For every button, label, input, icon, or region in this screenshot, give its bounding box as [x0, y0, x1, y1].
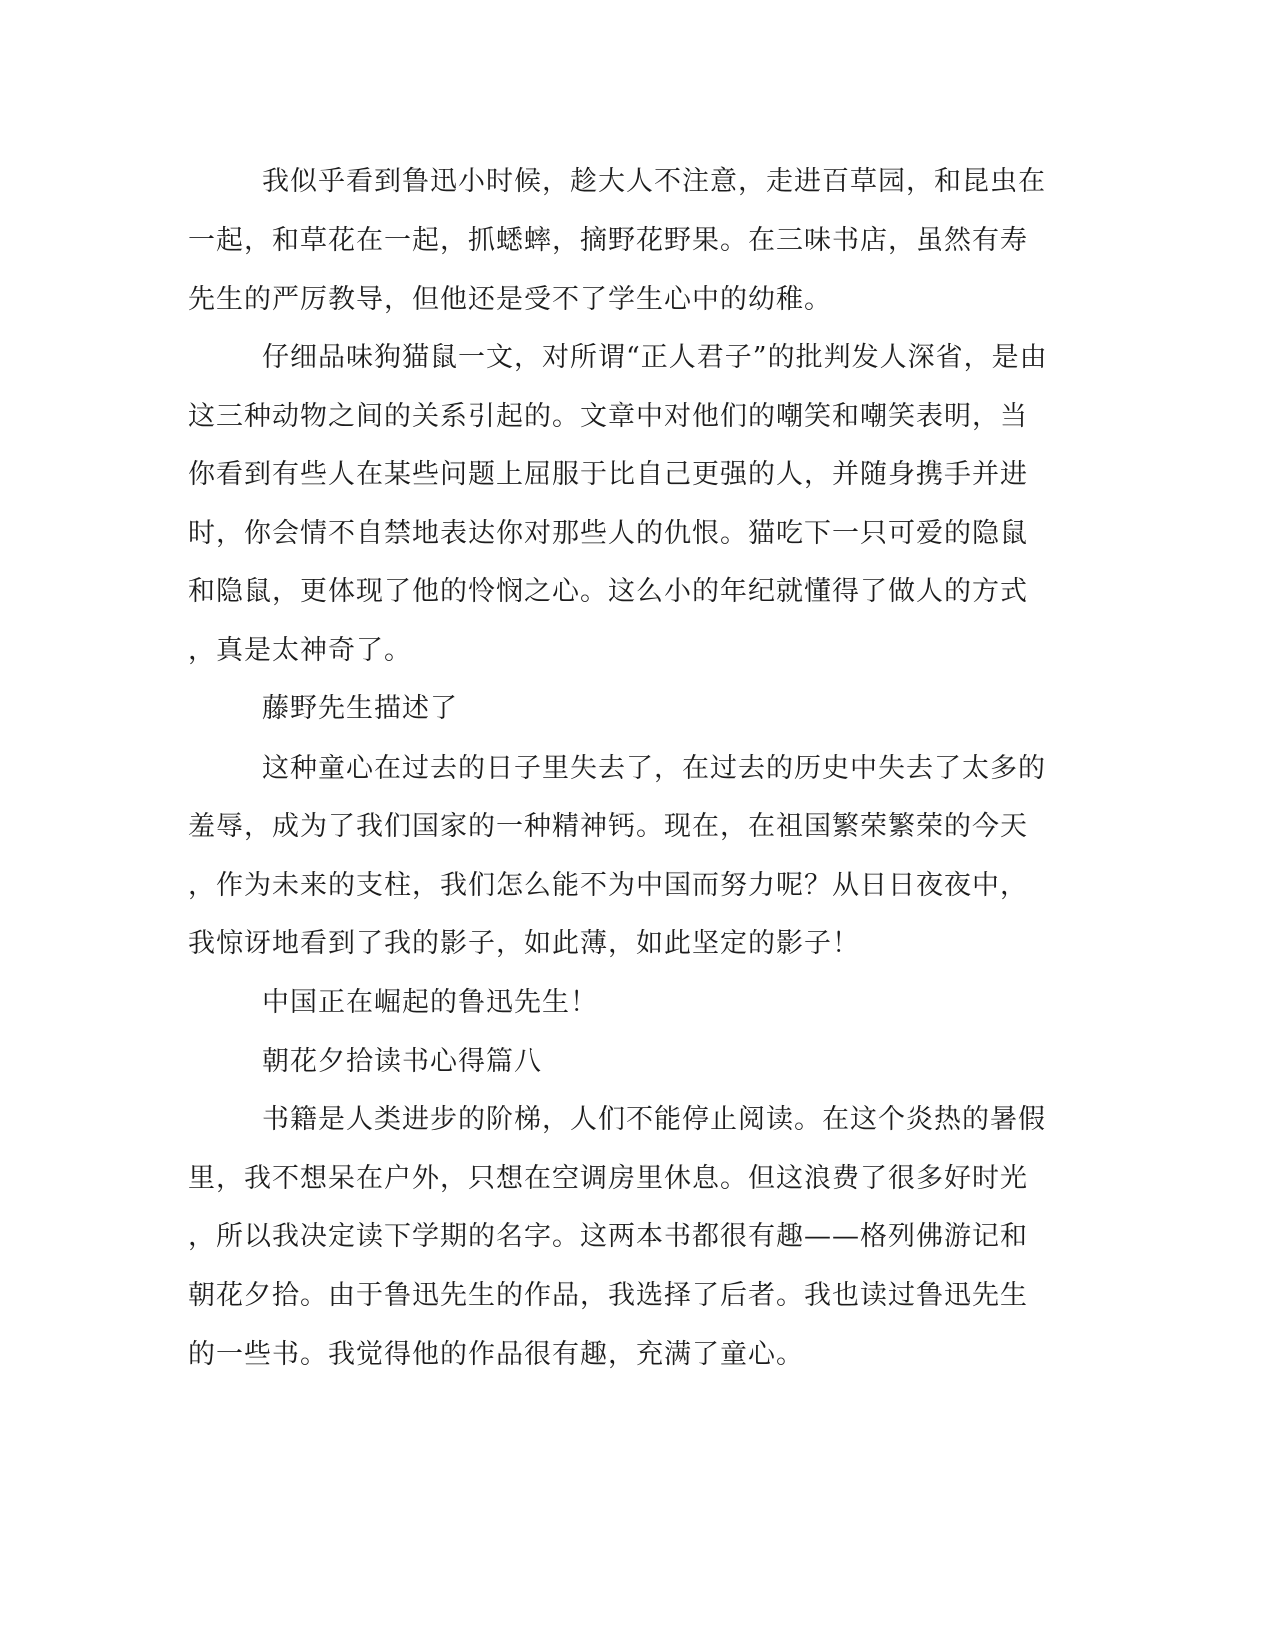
paragraph-6-line-1: 书籍是人类进步的阶梯，人们不能停止阅读。在这个炎热的暑假 [262, 1104, 1046, 1135]
paragraph-4-line-2: 羞辱，成为了我们国家的一种精神钙。现在，在祖国繁荣繁荣的今天 [188, 811, 1028, 842]
paragraph-6-line-4: 朝花夕拾。由于鲁迅先生的作品，我选择了后者。我也读过鲁迅先生 [188, 1280, 1028, 1311]
paragraph-4-line-4: 我惊讶地看到了我的影子，如此薄，如此坚定的影子！ [188, 928, 860, 959]
paragraph-1-line-1: 我似乎看到鲁迅小时候，趁大人不注意，走进百草园，和昆虫在 [262, 166, 1046, 197]
paragraph-2-line-1: 仔细品味狗猫鼠一文，对所谓“正人君子”的批判发人深省，是由 [262, 342, 1048, 373]
paragraph-1-line-2: 一起，和草花在一起，抓蟋蟀，摘野花野果。在三味书店，虽然有寿 [188, 225, 1028, 256]
paragraph-2-line-6: ，真是太神奇了。 [188, 635, 412, 666]
paragraph-6-line-2: 里，我不想呆在户外，只想在空调房里休息。但这浪费了很多好时光 [188, 1163, 1028, 1194]
paragraph-1-line-3: 先生的严厉教导，但他还是受不了学生心中的幼稚。 [188, 284, 832, 315]
paragraph-4-line-3: ，作为未来的支柱，我们怎么能不为中国而努力呢？从日日夜夜中， [188, 870, 1028, 901]
paragraph-2-line-5: 和隐鼠，更体现了他的怜悯之心。这么小的年纪就懂得了做人的方式 [188, 576, 1028, 607]
paragraph-2-line-3: 你看到有些人在某些问题上屈服于比自己更强的人，并随身携手并进 [188, 459, 1028, 490]
section-heading: 朝花夕拾读书心得篇八 [262, 1046, 542, 1077]
paragraph-6-line-3: ，所以我决定读下学期的名字。这两本书都很有趣——格列佛游记和 [188, 1221, 1028, 1252]
paragraph-4-line-1: 这种童心在过去的日子里失去了，在过去的历史中失去了太多的 [262, 753, 1046, 784]
paragraph-5-line-1: 中国正在崛起的鲁迅先生！ [262, 987, 598, 1018]
paragraph-2-line-2: 这三种动物之间的关系引起的。文章中对他们的嘲笑和嘲笑表明，当 [188, 401, 1028, 432]
paragraph-3-line-1: 藤野先生描述了 [262, 693, 458, 724]
paragraph-2-line-4: 时，你会情不自禁地表达你对那些人的仇恨。猫吃下一只可爱的隐鼠 [188, 518, 1028, 549]
paragraph-6-line-5: 的一些书。我觉得他的作品很有趣，充满了童心。 [188, 1339, 804, 1370]
